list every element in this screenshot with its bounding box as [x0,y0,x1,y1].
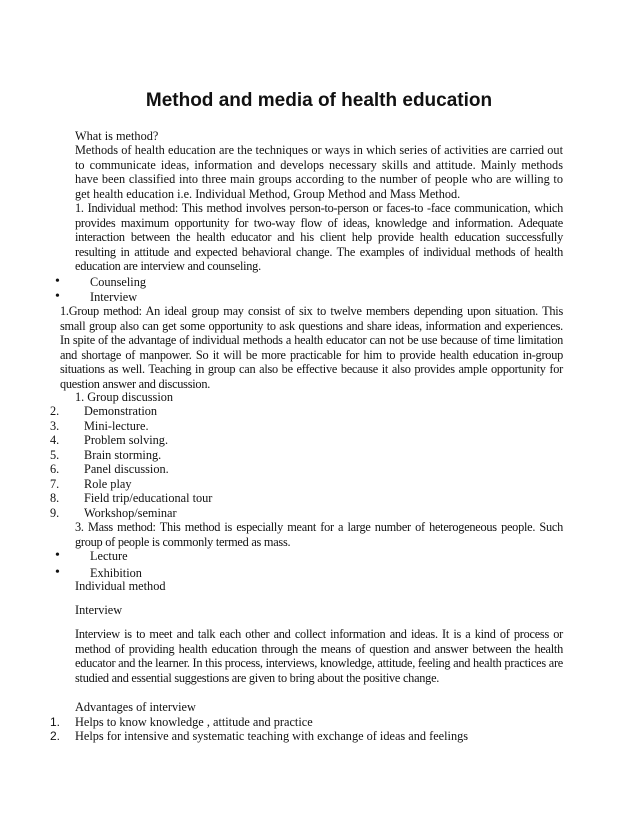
group-list-item: Workshop/seminar [84,506,177,520]
list-number: 6. [50,462,60,476]
list-number: 7. [50,477,60,491]
document-title: Method and media of health education [145,90,493,111]
advantage-item: Helps to know knowledge , attitude and practice [75,715,313,729]
bullet-icon: • [55,548,60,563]
group-list-item: Brain storming. [84,448,162,462]
group-list-item: Problem solving. [84,433,169,447]
group-list-item: Field trip/educational tour [84,491,213,505]
group-list-item-1: 1. Group discussion [75,390,174,404]
bullet-item-counseling: Counseling [90,275,147,289]
individual-method-paragraph: 1. Individual method: This method involves person-to-person or faces-to -face communication, which provides maximum opportunity for two-way flow of ideas, knowledge and information. Adequate interaction between the health educator and his client help provide health education successfully resulting in attitude and expected behavioral change. The examples of individual methods of health education are interview and counseling. [75,201,563,274]
advantages-heading: Advantages of interview [75,700,196,714]
group-list-item: Mini-lecture. [84,419,149,433]
list-number: 2. [50,729,61,743]
list-number: 9. [50,506,60,520]
group-list-item: Role play [84,477,132,491]
bullet-icon: • [55,289,60,304]
list-number: 1. [50,715,61,729]
group-list-item: Demonstration [84,404,158,418]
group-method-paragraph [60,304,563,392]
group-list-item: Panel discussion. [84,462,169,476]
individual-method-heading: Individual method [75,579,166,593]
advantage-item: Helps for intensive and systematic teaching with exchange of ideas and feelings [75,729,469,743]
definition-paragraph: Methods of health education are the techniques or ways in which series of activities are carried out to communicate ideas, information and develops necessary skills and attitude. Mainly methods have been classified into three main groups according to the number of people who are willing to get health education i.e. Individual Method, Group Method and Mass Method. [75,143,563,201]
bullet-icon: • [55,565,60,580]
list-number: 3. [50,419,60,433]
list-number: 8. [50,491,60,505]
group-method-text: 1.Group method: An ideal group may consist of six to twelve members depending upon situation. This small group also can get some opportunity to ask questions and share ideas, information and experiences. In spite of the advantage of individual methods a health educator can not be use because of time limitation and shortage of manpower. So it will be more practicable for him to provide health education in-group situations as well. Teaching in group can also be effective because it also provides ample opportunity for question answer and discussion. [60,304,563,391]
bullet-item-interview: Interview [90,290,138,304]
list-number: 2. [50,404,60,418]
interview-paragraph: Interview is to meet and talk each other and collect information and ideas. It is a kind of process or method of providing health education through the means of question and answer between the health educator and the learner. In this process, interviews, knowledge, attitude, feeling and health practices are studied and essential suggestions are given to bring about the positive change. [75,627,563,685]
mass-method-paragraph: 3. Mass method: This method is especially meant for a large number of heterogeneous people. Such group of people is commonly termed as mass. [75,520,563,549]
bullet-item-exhibition: Exhibition [90,566,142,580]
list-number: 4. [50,433,60,447]
question-heading: What is method? [75,129,159,143]
bullet-item-lecture: Lecture [90,549,128,563]
bullet-icon: • [55,274,60,289]
list-number: 5. [50,448,60,462]
interview-heading: Interview [75,603,123,617]
